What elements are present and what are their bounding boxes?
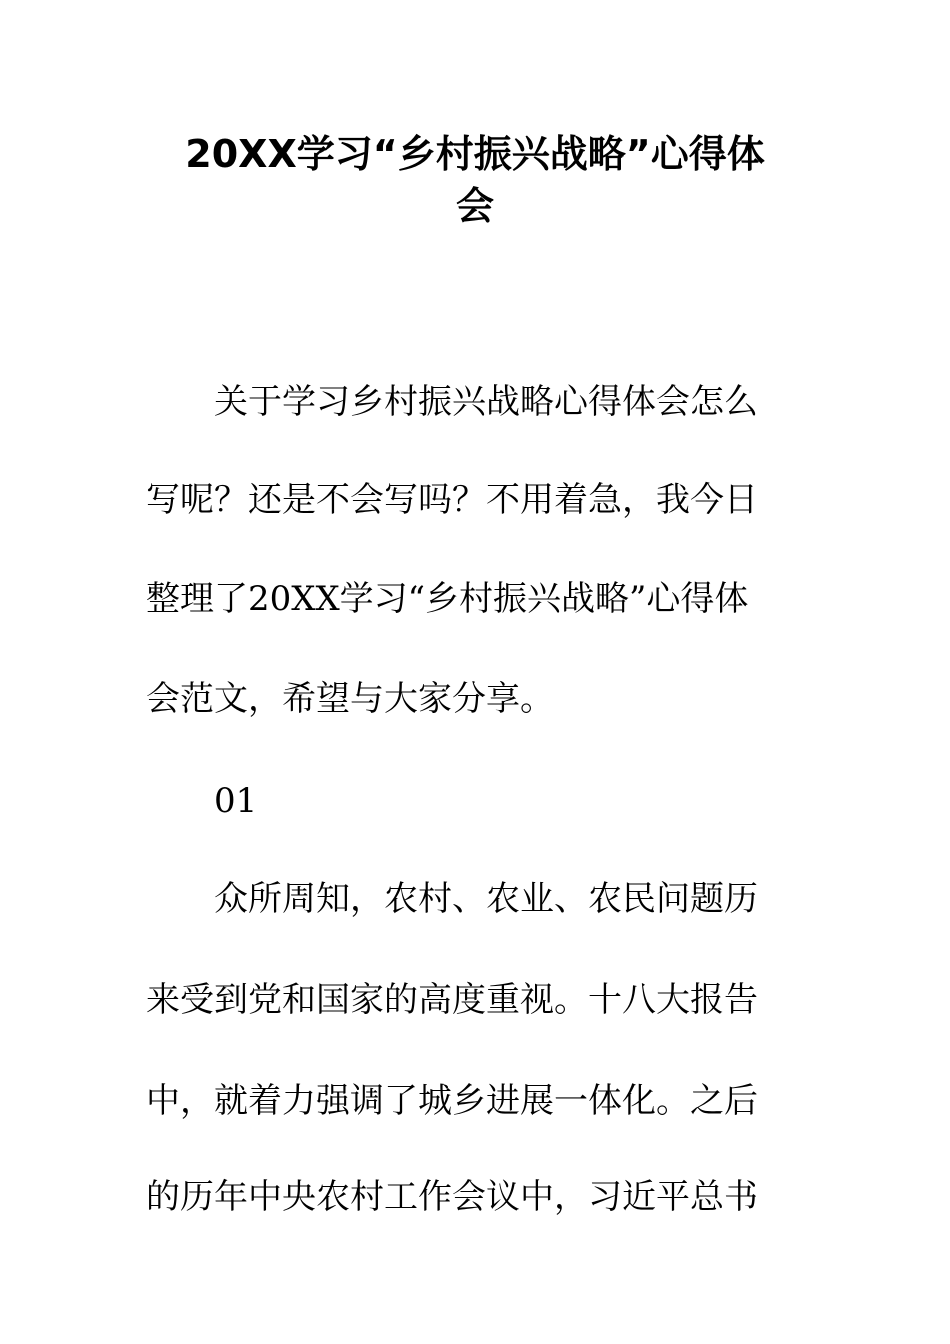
section-number: 01 [214, 781, 258, 821]
paragraph-line: 来受到党和国家的高度重视。十八大报告 [146, 980, 758, 1020]
document-title-line-2: 会 [455, 184, 494, 228]
document-title-line-1: 20XX学习“乡村振兴战略”心得体 [185, 132, 765, 176]
paragraph-line: 整理了20XX学习“乡村振兴战略”心得体 [146, 579, 749, 619]
paragraph-line: 的历年中央农村工作会议中，习近平总书 [146, 1177, 758, 1217]
paragraph-line: 关于学习乡村振兴战略心得体会怎么 [214, 382, 758, 422]
paragraph-line: 会范文，希望与大家分享。 [146, 679, 554, 719]
paragraph-line: 中，就着力强调了城乡进展一体化。之后 [146, 1081, 758, 1121]
paragraph-line: 众所周知，农村、农业、农民问题历 [214, 879, 758, 919]
paragraph-line: 写呢？还是不会写吗？不用着急，我今日 [146, 480, 758, 520]
